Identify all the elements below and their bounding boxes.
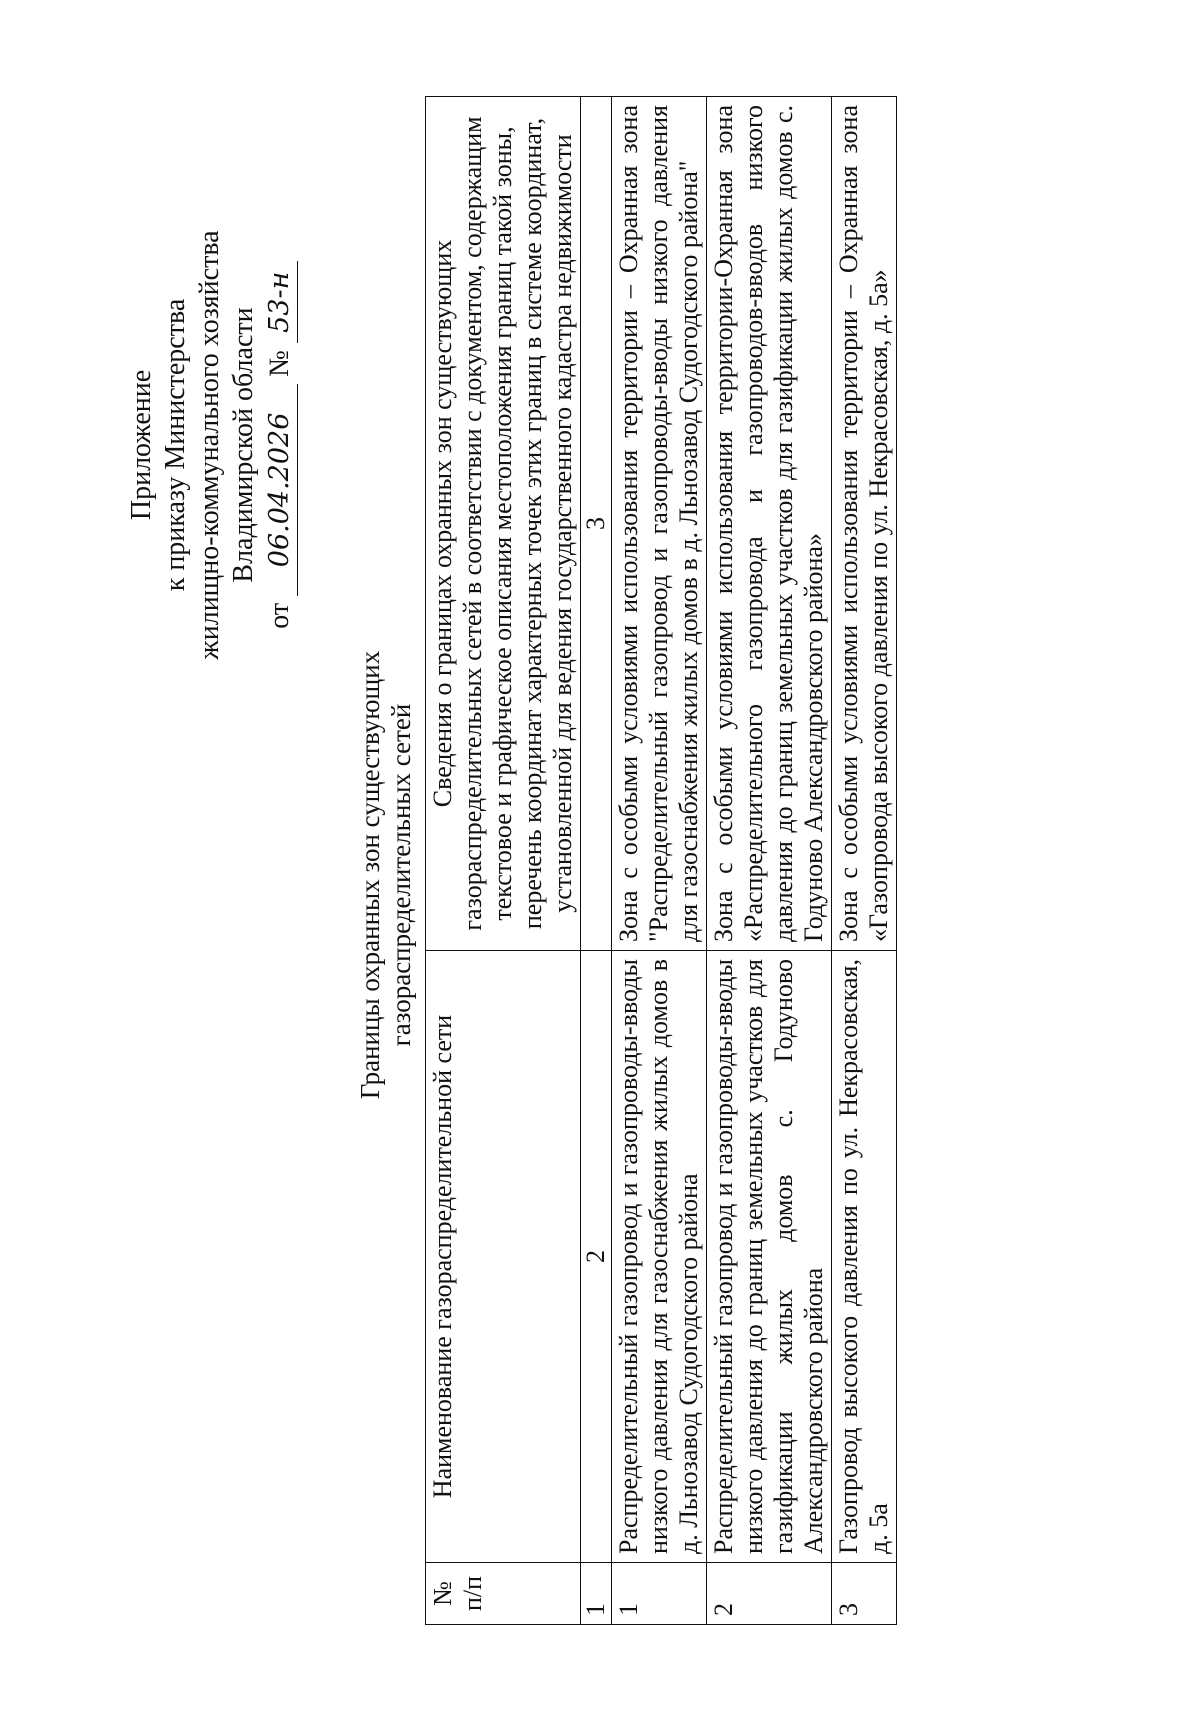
zone-description: Зона с особыми условиями использования территории – Охранная зона «Газопровода высокого давления по ул. Некрасовская, д. 5а» (832, 97, 897, 951)
table-row (832, 97, 897, 1625)
column-number-1: 1 (581, 1563, 612, 1625)
table-row (612, 97, 707, 1625)
rotated-page-content (70, 95, 1150, 1655)
header-network-name: Наименование газораспределительной сети (426, 951, 581, 1563)
network-name: Распределительный газопровод и газопроводы-вводы низкого давления для газоснабжения жилых домов в д. Льнозавод Судогодского района (612, 951, 707, 1563)
appendix-header (125, 135, 298, 755)
column-number-3: 3 (581, 97, 612, 951)
appendix-order-ref: к приказу Министерства (160, 298, 191, 592)
row-number: 2 (707, 1563, 832, 1625)
column-number-2: 2 (581, 951, 612, 1563)
row-number: 1 (612, 1563, 707, 1625)
title-line-1: Границы охранных зон существующих (355, 650, 385, 1100)
appendix-label: Приложение (126, 369, 157, 521)
number-label: № (264, 350, 295, 377)
appendix-date-number-row (263, 135, 298, 755)
title-line-2: газораспределительных сетей (386, 703, 416, 1047)
header-zone-info: Сведения о границах охранных зон существующих газораспределительных сетей в соответствии с документом, содержащим текстовое и графическое описания местоположения границ такой зоны, перечень координат характерных точек этих границ в системе координат, установленной для ведения государственного кадастра недвижимости (426, 97, 581, 951)
protection-zones-table (425, 96, 897, 1625)
appendix-ministry: жилищно-коммунального хозяйства (194, 230, 225, 660)
from-label: от (264, 602, 295, 629)
header-number-pp: п/п (458, 1575, 487, 1612)
handwritten-date: 06.04.2026 (263, 384, 298, 596)
document-title (355, 95, 417, 1655)
zone-description: Зона с особыми условиями использования территории-Охранная зона «Распределительного газопровода и газопроводов-вводов низкого давления до границ земельных участков для газификации жилых домов с. Годуново Александровского района» (707, 97, 832, 951)
network-name: Газопровод высокого давления по ул. Некрасовская, д. 5а (832, 951, 897, 1563)
handwritten-number: 53-н (263, 261, 298, 343)
header-number (426, 1563, 581, 1625)
row-number: 3 (832, 1563, 897, 1625)
table-row (707, 97, 832, 1625)
table-header-row (426, 97, 581, 1625)
header-number-sign: № (428, 1581, 457, 1606)
column-number-row (581, 97, 612, 1625)
network-name: Распределительный газопровод и газопроводы-вводы низкого давления до границ земельных участков для газификации жилых домов с. Годуново Александровского района (707, 951, 832, 1563)
zone-description: Зона с особыми условиями использования территории – Охранная зона "Распределительный газопровод и газопроводы-вводы низкого давления для газоснабжения жилых домов в д. Льнозавод Судогодского района" (612, 97, 707, 951)
appendix-region: Владимирской области (228, 307, 259, 583)
